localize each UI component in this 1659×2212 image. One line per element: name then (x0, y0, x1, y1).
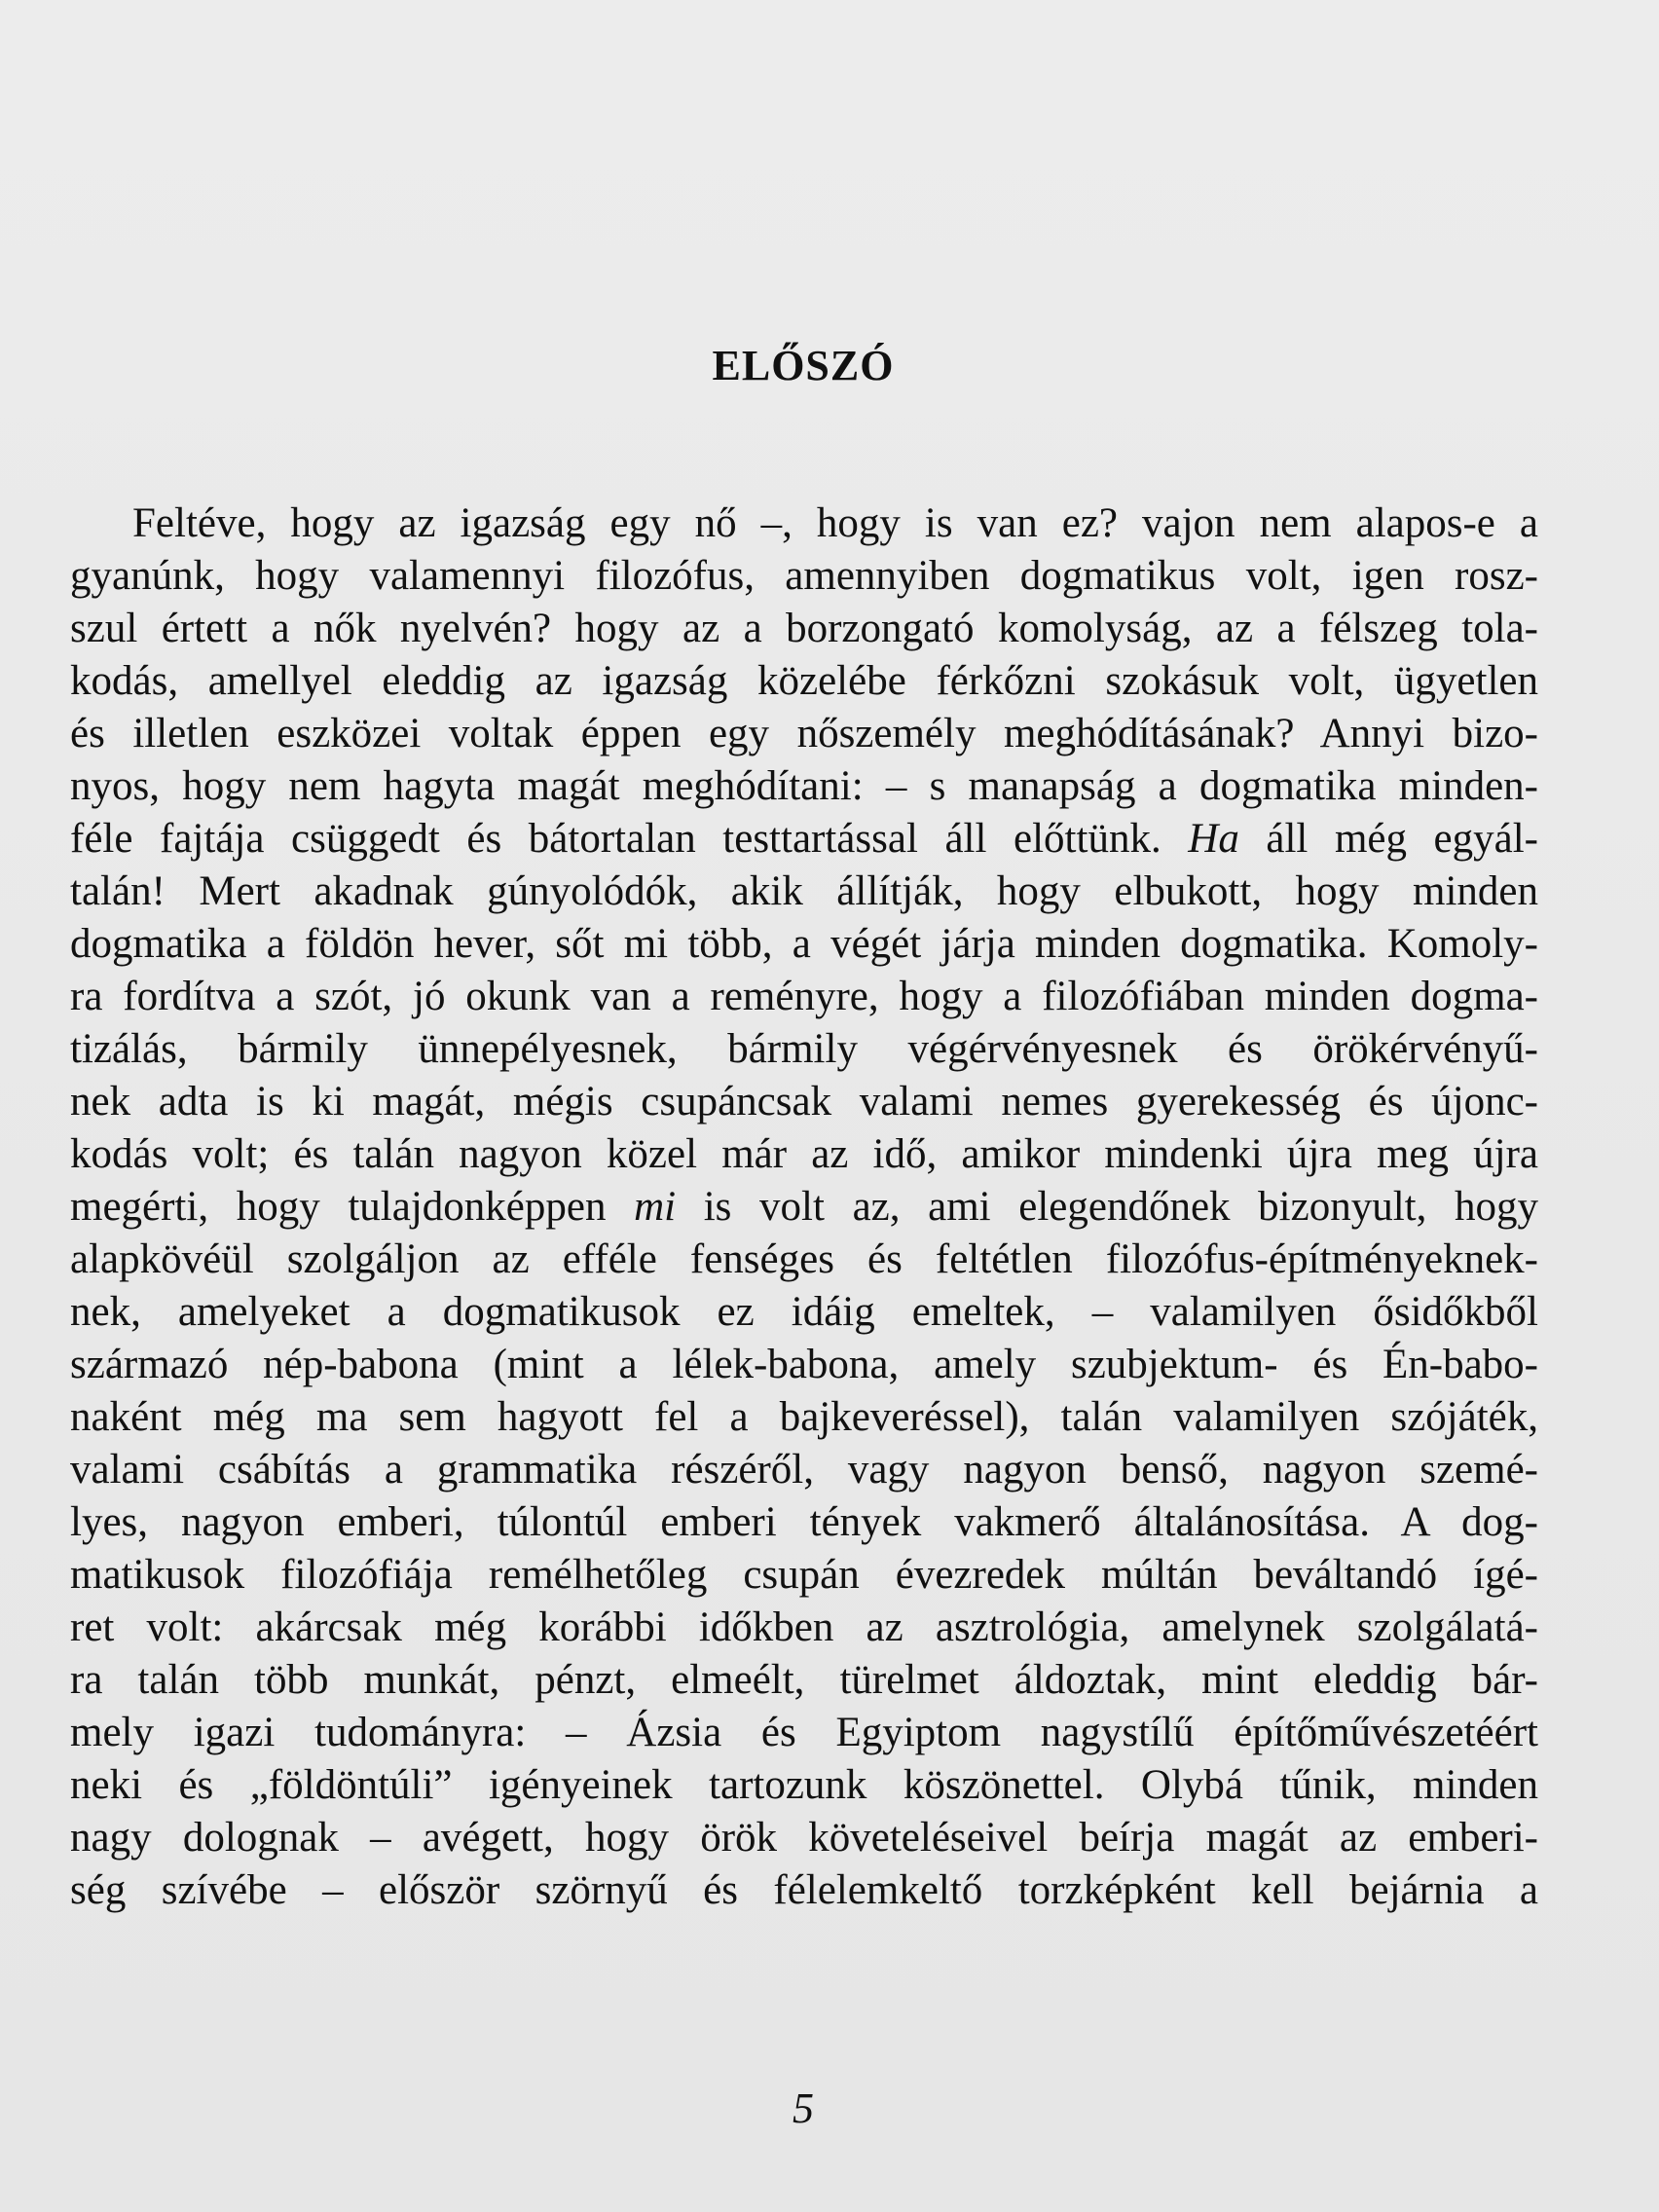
text-line: kodás volt; és talán nagyon közel már az idő, amikor mindenki újra meg újra (70, 1131, 1538, 1177)
text-segment: is volt az, ami elegendőnek bizonyult, hogy (676, 1184, 1538, 1230)
text-line: dogmatika a földön hever, sőt mi több, a végét járja minden dogmatika. Komoly- (70, 921, 1538, 967)
text-segment: áll még egyál- (1238, 816, 1538, 862)
body-paragraph (70, 498, 1538, 1917)
page-number: 5 (793, 2084, 814, 2132)
text-line: kodás, amellyel eleddig az igazság közelébe férkőzni szokásuk volt, ügyetlen (70, 658, 1538, 704)
text-line: ra fordítva a szót, jó okunk van a reményre, hogy a filozófiában minden dogma- (70, 974, 1538, 1019)
text-line: ret volt: akárcsak még korábbi időkben az asztrológia, amelynek szolgálatá- (70, 1604, 1538, 1650)
text-line: alapkövéül szolgáljon az efféle fenséges és feltétlen filozófus-építményeknek- (70, 1236, 1538, 1282)
text-line: származó nép-babona (mint a lélek-babona, amely szubjektum- és Én-babo- (70, 1342, 1538, 1387)
text-segment: féle fajtája csüggedt és bátortalan testtartással áll előttünk. (70, 816, 1189, 862)
text-line: talán! Mert akadnak gúnyolódók, akik állítják, hogy elbukott, hogy minden (70, 868, 1538, 914)
text-segment: megérti, hogy tulajdonképpen (70, 1184, 635, 1230)
text-line: neki és „földöntúli” igényeinek tartozunk köszönettel. Olybá tűnik, minden (70, 1762, 1538, 1808)
text-line: Feltéve, hogy az igazság egy nő –, hogy is van ez? vajon nem alapos-e a (132, 500, 1538, 546)
text-line (70, 813, 1538, 866)
text-line: tizálás, bármily ünnepélyesnek, bármily végérvényesnek és örökérvényű- (70, 1026, 1538, 1072)
text-line: nagy dolognak – avégett, hogy örök követeléseivel beírja magát az emberi- (70, 1815, 1538, 1861)
text-line: és illetlen eszközei voltak éppen egy nőszemély meghódításának? Annyi bizo- (70, 711, 1538, 756)
text-line: nek, amelyeket a dogmatikusok ez idáig emeltek, – valamilyen ősidőkből (70, 1289, 1538, 1335)
text-line: mely igazi tudományra: – Ázsia és Egyiptom nagystílű építőművészetéért (70, 1710, 1538, 1755)
text-line: gyanúnk, hogy valamennyi filozófus, amennyiben dogmatikus volt, igen rosz- (70, 553, 1538, 599)
text-line: lyes, nagyon emberi, túlontúl emberi tények vakmerő általánosítása. A dog- (70, 1499, 1538, 1545)
text-line: valami csábítás a grammatika részéről, vagy nagyon benső, nagyon szemé- (70, 1447, 1538, 1493)
italic-emphasis: mi (634, 1184, 677, 1230)
text-line: nek adta is ki magát, mégis csupáncsak valami nemes gyerekesség és újonc- (70, 1079, 1538, 1124)
text-line: ség szívébe – először szörnyű és félelemkeltő torzképként kell bejárnia a (70, 1867, 1538, 1913)
text-line: szul értett a nők nyelvén? hogy az a borzongató komolyság, az a félszeg tola- (70, 606, 1538, 651)
chapter-title: ELŐSZÓ (712, 342, 895, 389)
text-line: matikusok filozófiája remélhetőleg csupán évezredek múltán beváltandó ígé- (70, 1552, 1538, 1598)
text-line: ra talán több munkát, pénzt, elmeélt, türelmet áldoztak, mint eleddig bár- (70, 1657, 1538, 1703)
text-line (70, 1181, 1538, 1234)
italic-emphasis: Ha (1188, 816, 1239, 862)
text-line: nyos, hogy nem hagyta magát meghódítani: – s manapság a dogmatika minden- (70, 763, 1538, 809)
text-line: naként még ma sem hagyott fel a bajkeveréssel), talán valamilyen szójáték, (70, 1394, 1538, 1440)
